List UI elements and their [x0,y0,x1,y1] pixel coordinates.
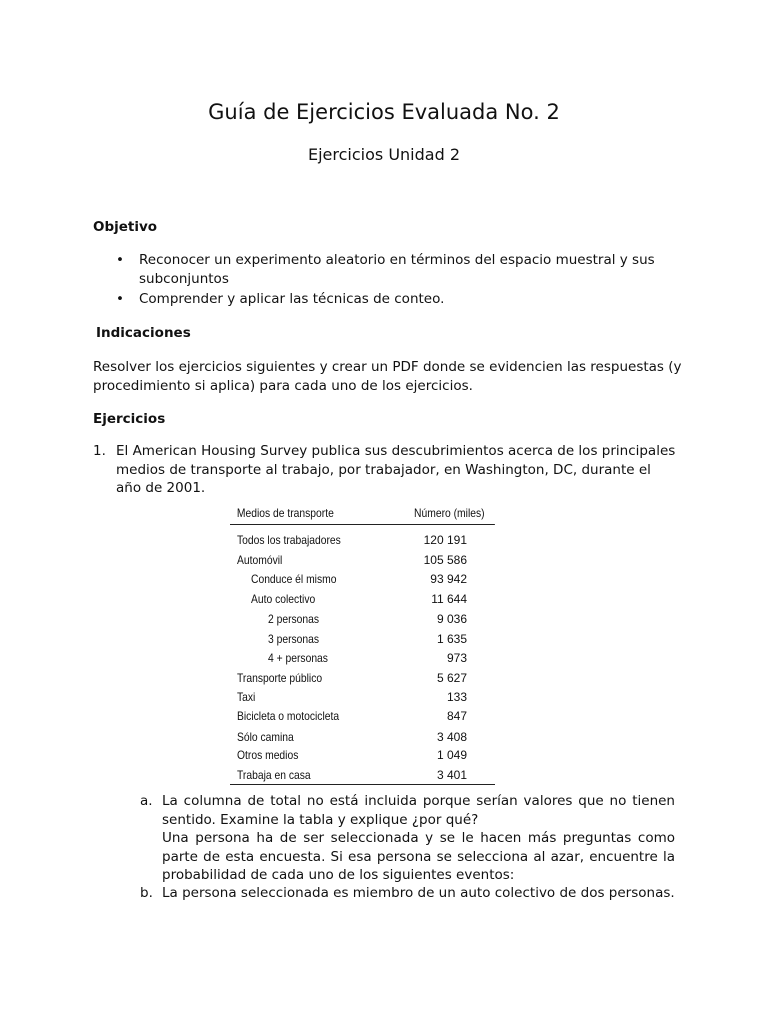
table-cell-label: Bicicleta o motocicleta [237,709,340,723]
table-row [230,651,495,669]
table-cell-value: 11 644 [431,592,467,606]
table-cell-value: 105 586 [423,553,467,567]
table-row [230,592,495,610]
table-cell-value: 5 627 [436,671,467,685]
table-cell-label: Automóvil [237,553,283,567]
table-cell-value: 3 408 [436,730,467,744]
table-row [230,632,495,650]
subitem-text: La columna de total no está incluida porque serían valores que no tienen sentido. Examine la tabla y explique ¿por qué? [162,793,675,828]
exercise-text: El American Housing Survey publica sus descubrimientos acerca de los principales medios de transporte al trabajo, por trabajador, en Washington, DC, durante el año de 2001. [116,443,676,496]
table-cell-value: 1 049 [436,748,467,762]
exercise-number: 1. [93,443,106,459]
table-header [230,500,495,525]
table-cell-value: 133 [446,690,467,704]
list-item-text: Comprender y aplicar las técnicas de conteo. [139,291,445,307]
table-row [230,533,495,551]
table-cell-value: 3 401 [436,768,467,782]
table-cell-label: Conduce él mismo [251,572,337,586]
subitem-mark: a. [140,793,153,809]
subitem-text: La persona seleccionada es miembro de un auto colectivo de dos personas. [162,885,675,901]
document-subtitle: Ejercicios Unidad 2 [308,145,460,164]
table-cell-value: 9 036 [436,612,467,626]
ejercicios-heading: Ejercicios [93,411,166,427]
transport-table [230,500,495,782]
table-cell-value: 847 [446,709,467,723]
list-item-text: Reconocer un experimento aleatorio en términos del espacio muestral y sus subconjuntos [139,252,655,287]
table-cell-label: Auto colectivo [251,592,316,606]
table-row [230,612,495,630]
exercise-1b [140,884,675,903]
table-cell-label: Trabaja en casa [237,768,311,782]
table-row [230,553,495,571]
table-header-col2: Número (miles) [414,506,485,520]
table-cell-label: Todos los trabajadores [237,533,341,547]
objetivo-list [116,251,686,310]
table-cell-label: 3 personas [268,632,320,646]
table-cell-label: Transporte público [237,671,323,685]
subitem-mark: b. [140,885,153,901]
table-row [230,572,495,590]
table-bottom-rule [230,784,495,785]
table-row [230,730,495,748]
table-row [230,671,495,689]
table-cell-value: 93 942 [430,572,467,586]
table-cell-label: Otros medios [237,748,299,762]
table-cell-value: 1 635 [436,632,467,646]
table-cell-value: 973 [446,651,467,665]
indicaciones-heading: Indicaciones [96,325,191,341]
table-cell-label: Sólo camina [237,730,294,744]
objetivo-heading: Objetivo [93,219,158,235]
indicaciones-text: Resolver los ejercicios siguientes y crear un PDF donde se evidencien las respuestas (y procedimiento si aplica) para cada uno de los ejercicios. [93,359,682,394]
table-cell-value: 120 191 [423,533,467,547]
document-title: Guía de Ejercicios Evaluada No. 2 [208,100,560,124]
table-row [230,709,495,727]
table-cell-label: Taxi [237,690,256,704]
table-row [230,748,495,766]
list-item [116,290,686,309]
bullet-icon: • [116,252,124,268]
table-cell-label: 2 personas [268,612,320,626]
list-item [116,251,686,289]
exercise-1 [93,442,678,498]
table-row [230,690,495,708]
table-cell-label: 4 + personas [268,651,328,665]
subitem-text-continued: Una persona ha de ser seleccionada y se le hacen más preguntas como parte de esta encuesta. Si esa persona se selecciona al azar, encuentre la probabilidad de cada uno de los siguientes eventos: [162,830,675,883]
table-header-col1: Medios de transporte [236,506,334,520]
bullet-icon: • [116,291,124,307]
exercise-1a [140,792,675,885]
